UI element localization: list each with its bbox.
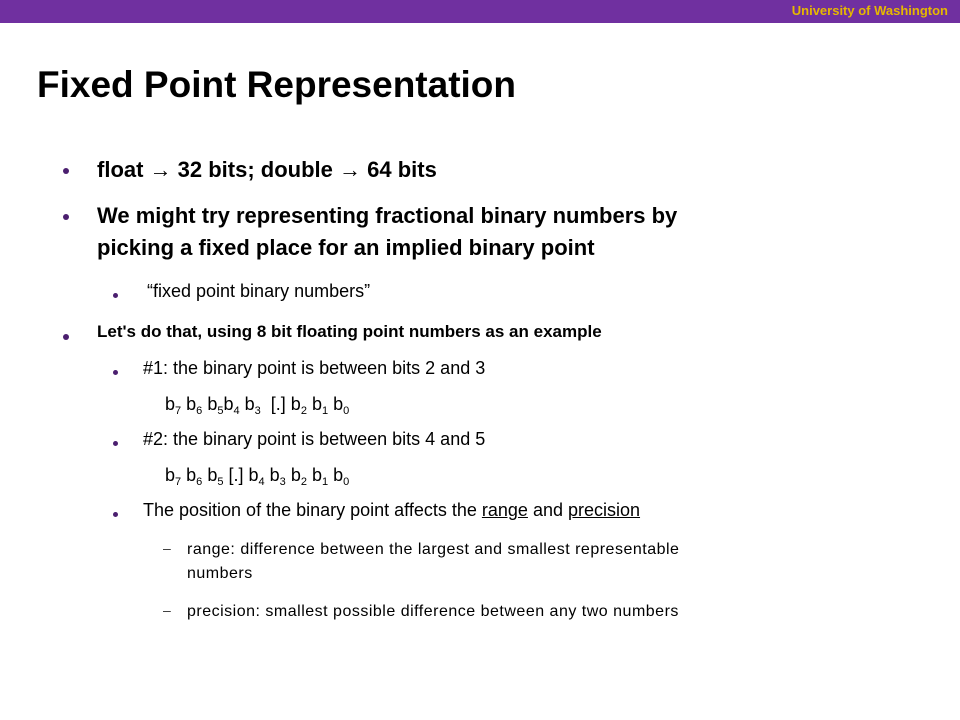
- university-brand: University of Washington: [791, 3, 948, 18]
- bullet-dot-icon: [113, 370, 118, 375]
- bullet-dot-icon: [113, 441, 118, 446]
- bullet-dot-icon: [113, 293, 118, 298]
- range-definition: range: difference between the largest and smallest representable numbers: [187, 541, 680, 582]
- bullet-dot-icon: [63, 214, 69, 220]
- precision-definition: precision: smallest possible difference between any two numbers: [187, 603, 679, 620]
- bullet-position-affects: The position of the binary point affects the range and precision: [143, 500, 641, 520]
- bullet-float-double: float → 32 bits; double → 64 bits: [97, 157, 437, 182]
- dash-bullet-icon: –: [163, 602, 171, 618]
- slide-title: Fixed Point Representation: [37, 64, 517, 105]
- bullet-fixed-point-quote: “fixed point binary numbers”: [147, 281, 371, 301]
- precision-term: precision: [567, 500, 641, 520]
- header-bar: [0, 0, 960, 23]
- dash-bullet-icon: –: [163, 540, 171, 556]
- bullet-8bit-example: Let's do that, using 8 bit floating point numbers as an example: [97, 322, 602, 341]
- bullet-fractional-line2: picking a fixed place for an implied binary point: [97, 235, 595, 260]
- example-1-text: #1: the binary point is between bits 2 and 3: [143, 358, 486, 378]
- bullet-fractional-line1: We might try representing fractional binary numbers by: [97, 203, 678, 228]
- example-1-bits: $b_7$ $b_6$ $b_5b_4$ $b_3$ [.] $b_2$ $b_1$ $b_0$: [165, 394, 350, 417]
- bullet-dot-icon: [63, 168, 69, 174]
- bullet-dot-icon: [113, 512, 118, 517]
- bullet-fractional: [97, 200, 857, 264]
- bullet-dot-icon: [63, 334, 69, 340]
- range-term: range: [481, 500, 528, 520]
- example-2-bits: $b_7$ $b_6$ $b_5$ [.] $b_4$ $b_3$ $b_2$ $b_1$ $b_0$: [165, 465, 350, 488]
- example-2-text: #2: the binary point is between bits 4 and 5: [143, 429, 486, 449]
